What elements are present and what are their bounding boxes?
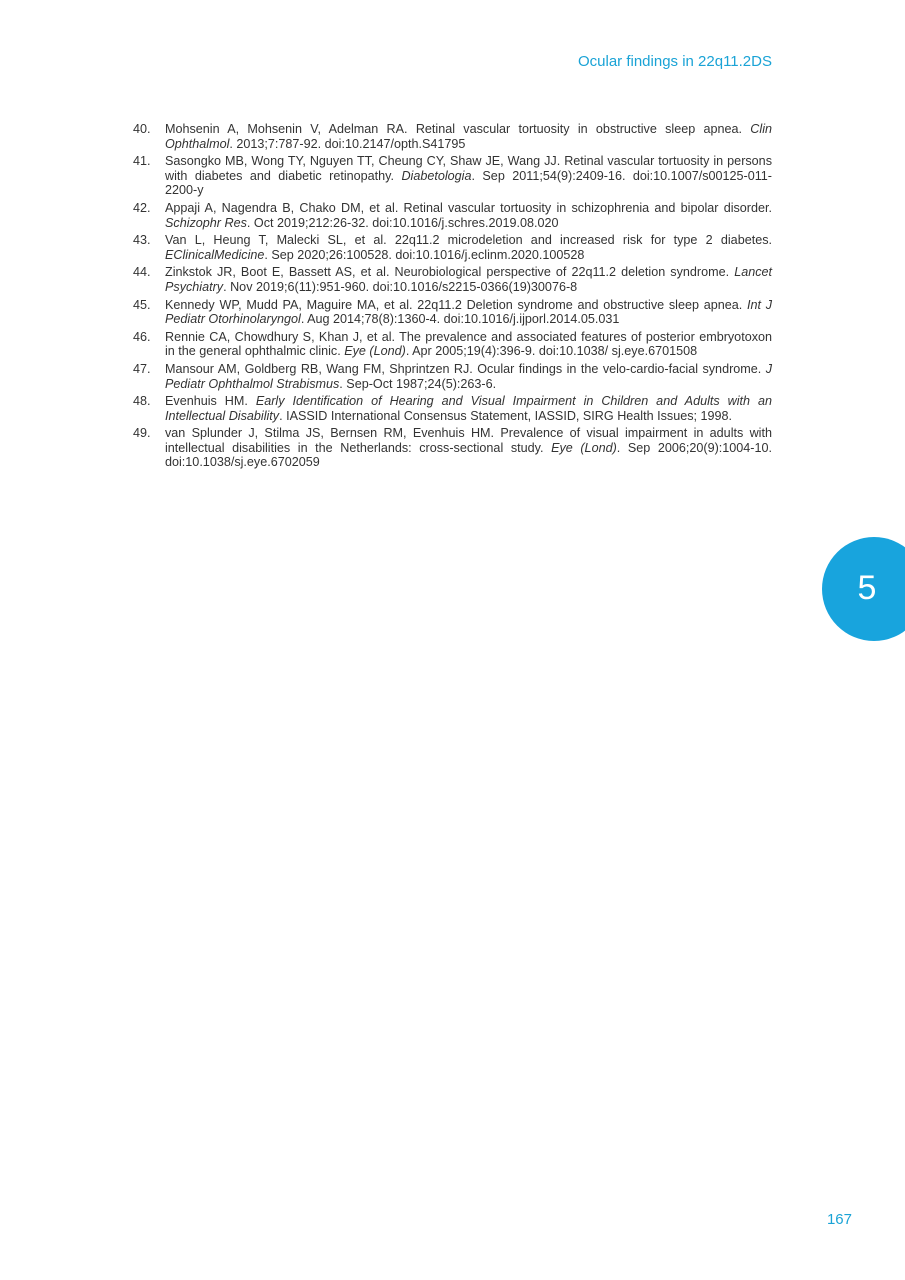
reference-source-italic: Lancet Psychiatry [165, 265, 772, 294]
reference-source-italic: J Pediatr Ophthalmol Strabismus [165, 361, 772, 391]
reference-item [133, 122, 772, 151]
reference-item [133, 394, 772, 423]
reference-number: 48. [133, 394, 151, 409]
reference-number: 40. [133, 122, 151, 136]
reference-text [165, 298, 772, 327]
reference-text-segment: Evenhuis HM. [165, 394, 256, 409]
chapter-tab [822, 537, 905, 641]
reference-number: 43. [133, 233, 151, 248]
reference-text-segment: . IASSID International Consensus Statement, IASSID, SIRG Health Issues; 1998. [279, 408, 733, 423]
reference-text-segment: . Sep 2006;20(9):1004-10. doi:10.1038/sj.eye.6702059 [165, 440, 772, 470]
reference-text-segment: . Sep 2020;26:100528. doi:10.1016/j.eclinm.2020.100528 [264, 247, 585, 262]
reference-number: 41. [133, 154, 151, 169]
reference-list [133, 122, 772, 473]
reference-text-segment: Rennie CA, Chowdhury S, Khan J, et al. The prevalence and associated features of posterior embryotoxon in the general ophthalmic clinic. [165, 329, 772, 359]
reference-text-segment: . Aug 2014;78(8):1360-4. doi:10.1016/j.ijporl.2014.05.031 [300, 312, 620, 327]
page-number: 167 [826, 1211, 852, 1228]
reference-text [165, 265, 772, 294]
reference-text-segment: Mansour AM, Goldberg RB, Wang FM, Shprintzen RJ. Ocular findings in the velo-cardio-facial syndrome. [165, 361, 766, 376]
reference-number: 42. [133, 200, 151, 215]
reference-text-segment: . Nov 2019;6(11):951-960. doi:10.1016/s2215-0366(19)30076-8 [223, 279, 578, 294]
reference-source-italic: Diabetologia [401, 168, 472, 183]
reference-text-segment: . Apr 2005;19(4):396-9. doi:10.1038/ sj.eye.6701508 [405, 344, 698, 359]
reference-text [165, 233, 772, 262]
reference-text-segment: . Sep 2011;54(9):2409-16. doi:10.1007/s00125-011-2200-y [165, 168, 772, 198]
reference-item [133, 154, 772, 198]
reference-text-segment: Kennedy WP, Mudd PA, Maguire MA, et al. 22q11.2 Deletion syndrome and obstructive sleep apnea. [165, 297, 747, 312]
reference-source-italic: Clin Ophthalmol [165, 122, 772, 151]
reference-text [165, 122, 772, 151]
reference-text-segment: . 2013;7:787-92. doi:10.2147/opth.S41795 [229, 136, 466, 151]
reference-text [165, 154, 772, 197]
reference-source-italic: Int J Pediatr Otorhinolaryngol [165, 297, 772, 327]
reference-item [133, 233, 772, 262]
reference-item [133, 201, 772, 230]
reference-source-italic: Eye (Lond) [551, 440, 617, 455]
reference-text [165, 201, 772, 230]
reference-text-segment: . Oct 2019;212:26-32. doi:10.1016/j.schres.2019.08.020 [246, 215, 559, 230]
chapter-tab-number: 5 [857, 569, 877, 607]
reference-text-segment: Mohsenin A, Mohsenin V, Adelman RA. Retinal vascular tortuosity in obstructive sleep apnea. [165, 122, 751, 136]
reference-number: 47. [133, 361, 151, 376]
reference-text [165, 394, 772, 423]
reference-text-segment: Zinkstok JR, Boot E, Bassett AS, et al. Neurobiological perspective of 22q11.2 deletion syndrome. [165, 265, 735, 280]
reference-text [165, 362, 772, 391]
reference-number: 46. [133, 329, 151, 344]
reference-item [133, 298, 772, 327]
reference-source-italic: EClinicalMedicine [165, 247, 265, 262]
reference-text-segment: van Splunder J, Stilma JS, Bernsen RM, Evenhuis HM. Prevalence of visual impairment in adults with intellectual disabilities in the Netherlands: cross-sectional study. [165, 426, 772, 455]
reference-text [165, 330, 772, 359]
reference-text-segment: . Sep-Oct 1987;24(5):263-6. [339, 376, 497, 391]
running-header-title: Ocular findings in 22q11.2DS [577, 53, 772, 70]
reference-number: 44. [133, 265, 151, 280]
reference-number: 49. [133, 426, 151, 441]
reference-item [133, 426, 772, 470]
reference-source-italic: Schizophr Res [165, 215, 247, 230]
reference-source-italic: Early Identification of Hearing and Visual Impairment in Children and Adults with an Intellectual Disability [165, 394, 772, 423]
reference-item [133, 330, 772, 359]
reference-text-segment: Appaji A, Nagendra B, Chako DM, et al. Retinal vascular tortuosity in schizophrenia and bipolar disorder. [165, 200, 772, 215]
reference-source-italic: Eye (Lond) [344, 344, 406, 359]
reference-text [165, 426, 772, 469]
reference-number: 45. [133, 297, 151, 312]
reference-text-segment: Sasongko MB, Wong TY, Nguyen TT, Cheung CY, Shaw JE, Wang JJ. Retinal vascular tortuosity in persons with diabetes and diabetic retinopathy. [165, 154, 772, 183]
reference-text-segment: Van L, Heung T, Malecki SL, et al. 22q11.2 microdeletion and increased risk for type 2 diabetes. [165, 233, 772, 248]
reference-item [133, 265, 772, 294]
reference-item [133, 362, 772, 391]
